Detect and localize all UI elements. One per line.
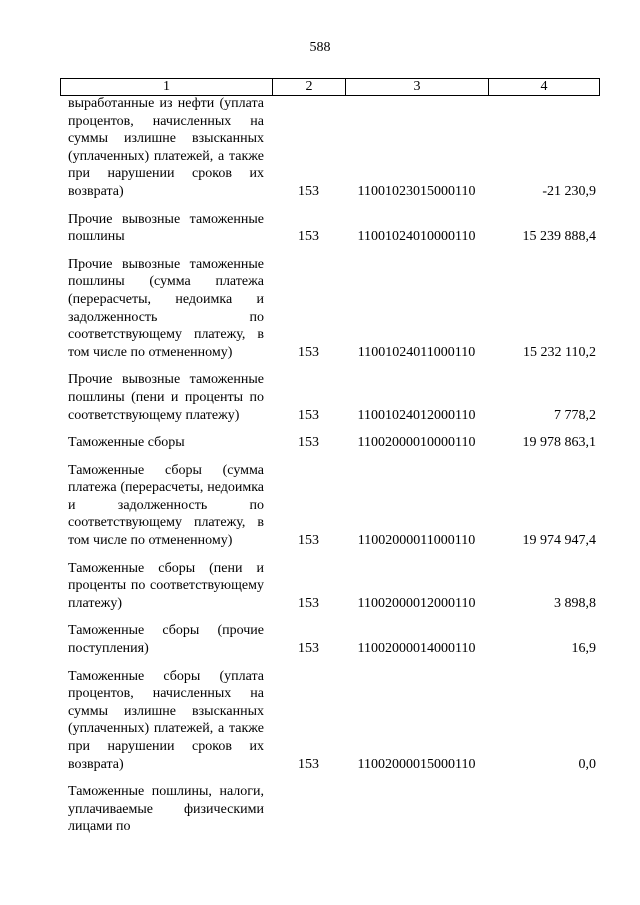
table-row [60,256,600,362]
row-classification-code: 11002000012000110 [357,595,476,611]
row-amount: 7 778,2 [554,407,596,423]
row-admin-code: 153 [298,756,319,772]
column-header-4: 4 [540,79,548,94]
row-amount: 19 978 863,1 [522,435,596,451]
row-admin-code: 153 [298,407,319,423]
column-header-1: 1 [61,79,273,95]
row-name: выработанные из нефти (уплата процентов, начисленных на суммы излишне взысканных (уплаченных) платежей, а также при нарушении сроков их возврата) [68,96,264,199]
table-row [60,560,600,613]
row-admin-code: 153 [298,533,319,549]
row-classification-code: 11001024011000110 [357,344,476,360]
row-classification-code: 11002000010000110 [357,435,476,451]
row-admin-code: 153 [298,595,319,611]
table-row [60,462,600,550]
column-header-3: 3 [346,79,489,95]
row-amount: 16,9 [571,641,596,657]
table-row [60,434,600,452]
table-row [60,95,600,201]
row-admin-code: 153 [298,641,319,657]
table-row [60,211,600,246]
row-name: Таможенные сборы (пени и проценты по соответствующему платежу) [68,560,264,611]
row-classification-code: 11002000014000110 [357,641,476,657]
column-header-2: 2 [273,79,346,95]
table-row [60,783,600,836]
row-admin-code: 153 [298,229,319,245]
row-name: Прочие вывозные таможенные пошлины (сумма платежа (перерасчеты, недоимка и задолженность по соответствующему платежу, в том числе по отмененному) [68,256,264,360]
table-body [60,96,600,846]
page-number: 588 [309,40,331,55]
row-classification-code: 11002000015000110 [357,756,476,772]
row-name: Таможенные сборы [68,435,185,451]
row-amount: 3 898,8 [554,595,596,611]
row-classification-code: 11002000011000110 [357,533,476,549]
row-name: Таможенные пошлины, налоги, уплачиваемые физическими лицами по [68,784,264,835]
table-row [60,668,600,774]
row-name: Таможенные сборы (прочие поступления) [68,623,264,657]
table-row [60,622,600,657]
row-name: Прочие вывозные таможенные пошлины [68,211,264,245]
row-admin-code: 153 [298,183,319,199]
row-amount: 0,0 [578,756,596,772]
table-header [60,78,600,96]
row-classification-code: 11001024012000110 [357,407,476,423]
row-amount: 19 974 947,4 [522,533,596,549]
row-amount: -21 230,9 [542,183,596,199]
row-name: Прочие вывозные таможенные пошлины (пени и проценты по соответствующему платежу) [68,372,264,423]
table-row [60,371,600,424]
row-admin-code: 153 [298,435,319,451]
row-name: Таможенные сборы (уплата процентов, начисленных на суммы излишне взысканных (уплаченных) платежей, а также при нарушении сроков их возврата) [68,668,264,772]
row-name: Таможенные сборы (сумма платежа (перерасчеты, недоимка и задолженность по соответствующему платежу, в том числе по отмененному) [68,462,264,549]
row-classification-code: 11001023015000110 [357,183,476,199]
row-amount: 15 239 888,4 [522,229,596,245]
row-amount: 15 232 110,2 [523,344,596,360]
row-classification-code: 11001024010000110 [357,229,476,245]
row-admin-code: 153 [298,344,319,360]
